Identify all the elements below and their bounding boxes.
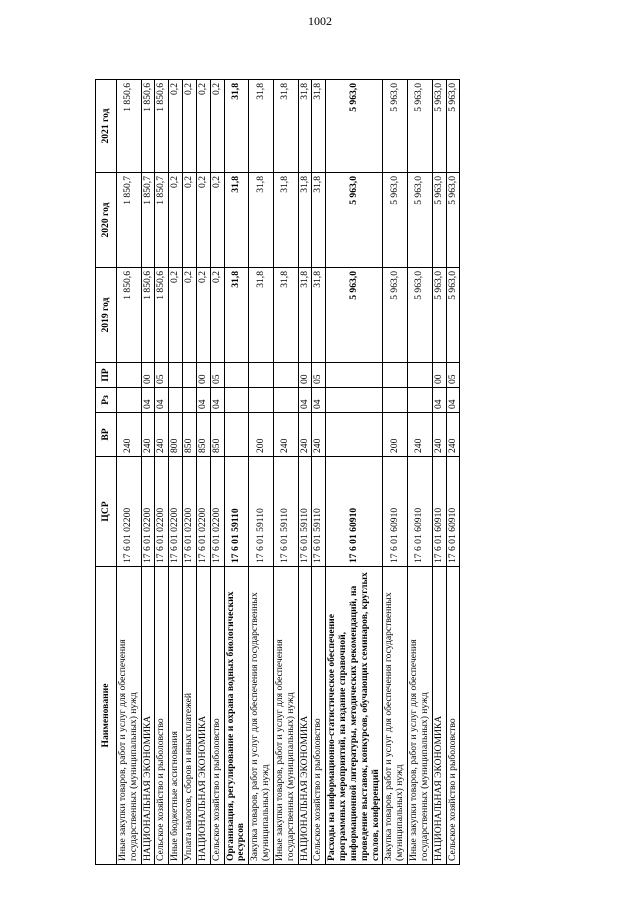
cell-pr: 05 [210,363,224,388]
cell-pr [408,363,433,388]
cell-2019: 1 850,6 [141,268,155,363]
cell-2019: 0,2 [169,268,183,363]
cell-2020: 5 963,0 [432,173,446,268]
cell-pr: 00 [196,363,210,388]
cell-rz: 04 [312,388,326,413]
header-pr: ПР [96,363,117,388]
cell-vr: 200 [249,413,274,457]
cell-vr: 240 [117,413,142,457]
cell-name: НАЦИОНАЛЬНАЯ ЭКОНОМИКА [141,567,155,865]
cell-rz: 04 [446,388,460,413]
cell-pr [169,363,183,388]
cell-2019: 0,2 [210,268,224,363]
cell-rz [273,388,298,413]
cell-2019: 0,2 [196,268,210,363]
cell-2019: 5 963,0 [383,268,408,363]
header-rz: Рз [96,388,117,413]
cell-2020: 1 850,7 [117,173,142,268]
table-row [196,80,210,865]
cell-2021: 5 963,0 [326,80,383,173]
cell-2020: 5 963,0 [383,173,408,268]
cell-csr: 17 6 01 02200 [155,457,169,567]
table-row [117,80,142,865]
cell-vr: 850 [183,413,197,457]
cell-name: Сельское хозяйство и рыболовство [312,567,326,865]
cell-2021: 0,2 [169,80,183,173]
table-row [312,80,326,865]
cell-rz: 04 [210,388,224,413]
cell-rz [169,388,183,413]
cell-2019: 0,2 [183,268,197,363]
table-row [298,80,312,865]
cell-pr: 05 [155,363,169,388]
cell-vr: 850 [210,413,224,457]
header-vr: ВР [96,413,117,457]
cell-vr: 240 [273,413,298,457]
cell-2019: 31,8 [249,268,274,363]
table-row [169,80,183,865]
cell-vr: 200 [383,413,408,457]
table-row [141,80,155,865]
cell-csr: 17 6 01 02200 [210,457,224,567]
cell-name: НАЦИОНАЛЬНАЯ ЭКОНОМИКА [298,567,312,865]
cell-2020: 31,8 [249,173,274,268]
cell-pr: 05 [312,363,326,388]
cell-2019: 31,8 [224,268,249,363]
cell-2021: 5 963,0 [408,80,433,173]
cell-pr: 00 [141,363,155,388]
cell-csr: 17 6 01 02200 [117,457,142,567]
cell-vr: 240 [155,413,169,457]
cell-name: Иные закупки товаров, работ и услуг для обеспечения государственных (муниципальных) нужд [273,567,298,865]
cell-name: Сельское хозяйство и рыболовство [210,567,224,865]
table-body [117,80,460,865]
cell-name: НАЦИОНАЛЬНАЯ ЭКОНОМИКА [196,567,210,865]
cell-2019: 31,8 [273,268,298,363]
cell-rz: 04 [432,388,446,413]
cell-rz: 04 [141,388,155,413]
cell-csr: 17 6 01 59110 [312,457,326,567]
cell-2021: 31,8 [224,80,249,173]
cell-vr: 850 [196,413,210,457]
header-2020: 2020 год [96,173,117,268]
cell-vr: 240 [298,413,312,457]
cell-vr [224,413,249,457]
cell-name: Иные бюджетные ассигнования [169,567,183,865]
cell-2019: 31,8 [298,268,312,363]
table-row [408,80,433,865]
cell-vr: 800 [169,413,183,457]
cell-2021: 31,8 [312,80,326,173]
cell-rz [183,388,197,413]
cell-pr [326,363,383,388]
table-row [155,80,169,865]
cell-2021: 5 963,0 [446,80,460,173]
table-row [326,80,383,865]
cell-vr: 240 [446,413,460,457]
header-2021: 2021 год [96,80,117,173]
cell-csr: 17 6 01 02200 [169,457,183,567]
cell-2020: 31,8 [298,173,312,268]
table-row [273,80,298,865]
cell-2020: 0,2 [196,173,210,268]
cell-rz [326,388,383,413]
cell-name: Иные закупки товаров, работ и услуг для обеспечения государственных (муниципальных) нужд [408,567,433,865]
cell-name: НАЦИОНАЛЬНАЯ ЭКОНОМИКА [432,567,446,865]
cell-csr: 17 6 01 59110 [249,457,274,567]
cell-2021: 1 850,6 [155,80,169,173]
header-2019: 2019 год [96,268,117,363]
cell-pr [383,363,408,388]
table-row [432,80,446,865]
cell-2021: 0,2 [210,80,224,173]
cell-pr [273,363,298,388]
cell-rz: 04 [298,388,312,413]
cell-2020: 0,2 [210,173,224,268]
rotated-table-container [95,80,565,865]
cell-vr: 240 [312,413,326,457]
cell-name: Закупка товаров, работ и услуг для обеспечения государственных (муниципальных) нужд [383,567,408,865]
cell-2021: 1 850,6 [141,80,155,173]
cell-csr: 17 6 01 60910 [446,457,460,567]
table-row [383,80,408,865]
cell-pr: 00 [298,363,312,388]
cell-name: Сельское хозяйство и рыболовство [155,567,169,865]
cell-2020: 5 963,0 [408,173,433,268]
cell-pr [183,363,197,388]
budget-table [95,79,460,865]
cell-name: Организация, регулирование и охрана водных биологических ресурсов [224,567,249,865]
cell-2020: 31,8 [224,173,249,268]
cell-csr: 17 6 01 02200 [141,457,155,567]
cell-vr: 240 [432,413,446,457]
cell-2019: 1 850,6 [117,268,142,363]
cell-2019: 5 963,0 [408,268,433,363]
table-row [224,80,249,865]
cell-pr [117,363,142,388]
cell-csr: 17 6 01 59110 [224,457,249,567]
cell-2019: 5 963,0 [446,268,460,363]
cell-name: Сельское хозяйство и рыболовство [446,567,460,865]
cell-csr: 17 6 01 02200 [196,457,210,567]
cell-2021: 0,2 [196,80,210,173]
cell-pr: 05 [446,363,460,388]
cell-vr: 240 [408,413,433,457]
cell-pr [224,363,249,388]
table-row [210,80,224,865]
table-row [183,80,197,865]
cell-2020: 0,2 [183,173,197,268]
table-row [446,80,460,865]
cell-csr: 17 6 01 60910 [432,457,446,567]
cell-2020: 31,8 [312,173,326,268]
cell-2021: 5 963,0 [432,80,446,173]
header-name: Наименование [96,567,117,865]
cell-pr [249,363,274,388]
cell-2020: 1 850,7 [155,173,169,268]
cell-rz: 04 [155,388,169,413]
cell-csr: 17 6 01 59110 [273,457,298,567]
cell-csr: 17 6 01 60910 [326,457,383,567]
cell-name: Иные закупки товаров, работ и услуг для обеспечения государственных (муниципальных) нужд [117,567,142,865]
cell-vr [326,413,383,457]
cell-2021: 0,2 [183,80,197,173]
cell-name: Уплата налогов, сборов и иных платежей [183,567,197,865]
cell-2021: 31,8 [298,80,312,173]
cell-csr: 17 6 01 02200 [183,457,197,567]
cell-2020: 0,2 [169,173,183,268]
cell-rz [224,388,249,413]
cell-vr: 240 [141,413,155,457]
cell-csr: 17 6 01 59110 [298,457,312,567]
cell-2020: 31,8 [273,173,298,268]
cell-rz [117,388,142,413]
cell-2020: 5 963,0 [326,173,383,268]
cell-2019: 5 963,0 [326,268,383,363]
cell-2021: 5 963,0 [383,80,408,173]
table-row [249,80,274,865]
cell-csr: 17 6 01 60910 [383,457,408,567]
cell-2020: 1 850,7 [141,173,155,268]
cell-2021: 31,8 [249,80,274,173]
cell-2021: 1 850,6 [117,80,142,173]
cell-2019: 1 850,6 [155,268,169,363]
page-number: 1002 [308,14,332,28]
cell-rz [249,388,274,413]
cell-2020: 5 963,0 [446,173,460,268]
cell-rz [408,388,433,413]
cell-2019: 31,8 [312,268,326,363]
cell-2021: 31,8 [273,80,298,173]
cell-csr: 17 6 01 60910 [408,457,433,567]
cell-name: Закупка товаров, работ и услуг для обеспечения государственных (муниципальных) нужд [249,567,274,865]
cell-2019: 5 963,0 [432,268,446,363]
cell-rz [383,388,408,413]
cell-name: Расходы на информационно-статистическое обеспечение программных мероприятий, на издание справочной, информационной литературы, методических рекомендаций, на проведение выставок, конкурсов, обучающих семинаров, круглых столов, конференций [326,567,383,865]
header-csr: ЦСР [96,457,117,567]
cell-pr: 00 [432,363,446,388]
cell-rz: 04 [196,388,210,413]
table-header-row [96,80,117,865]
